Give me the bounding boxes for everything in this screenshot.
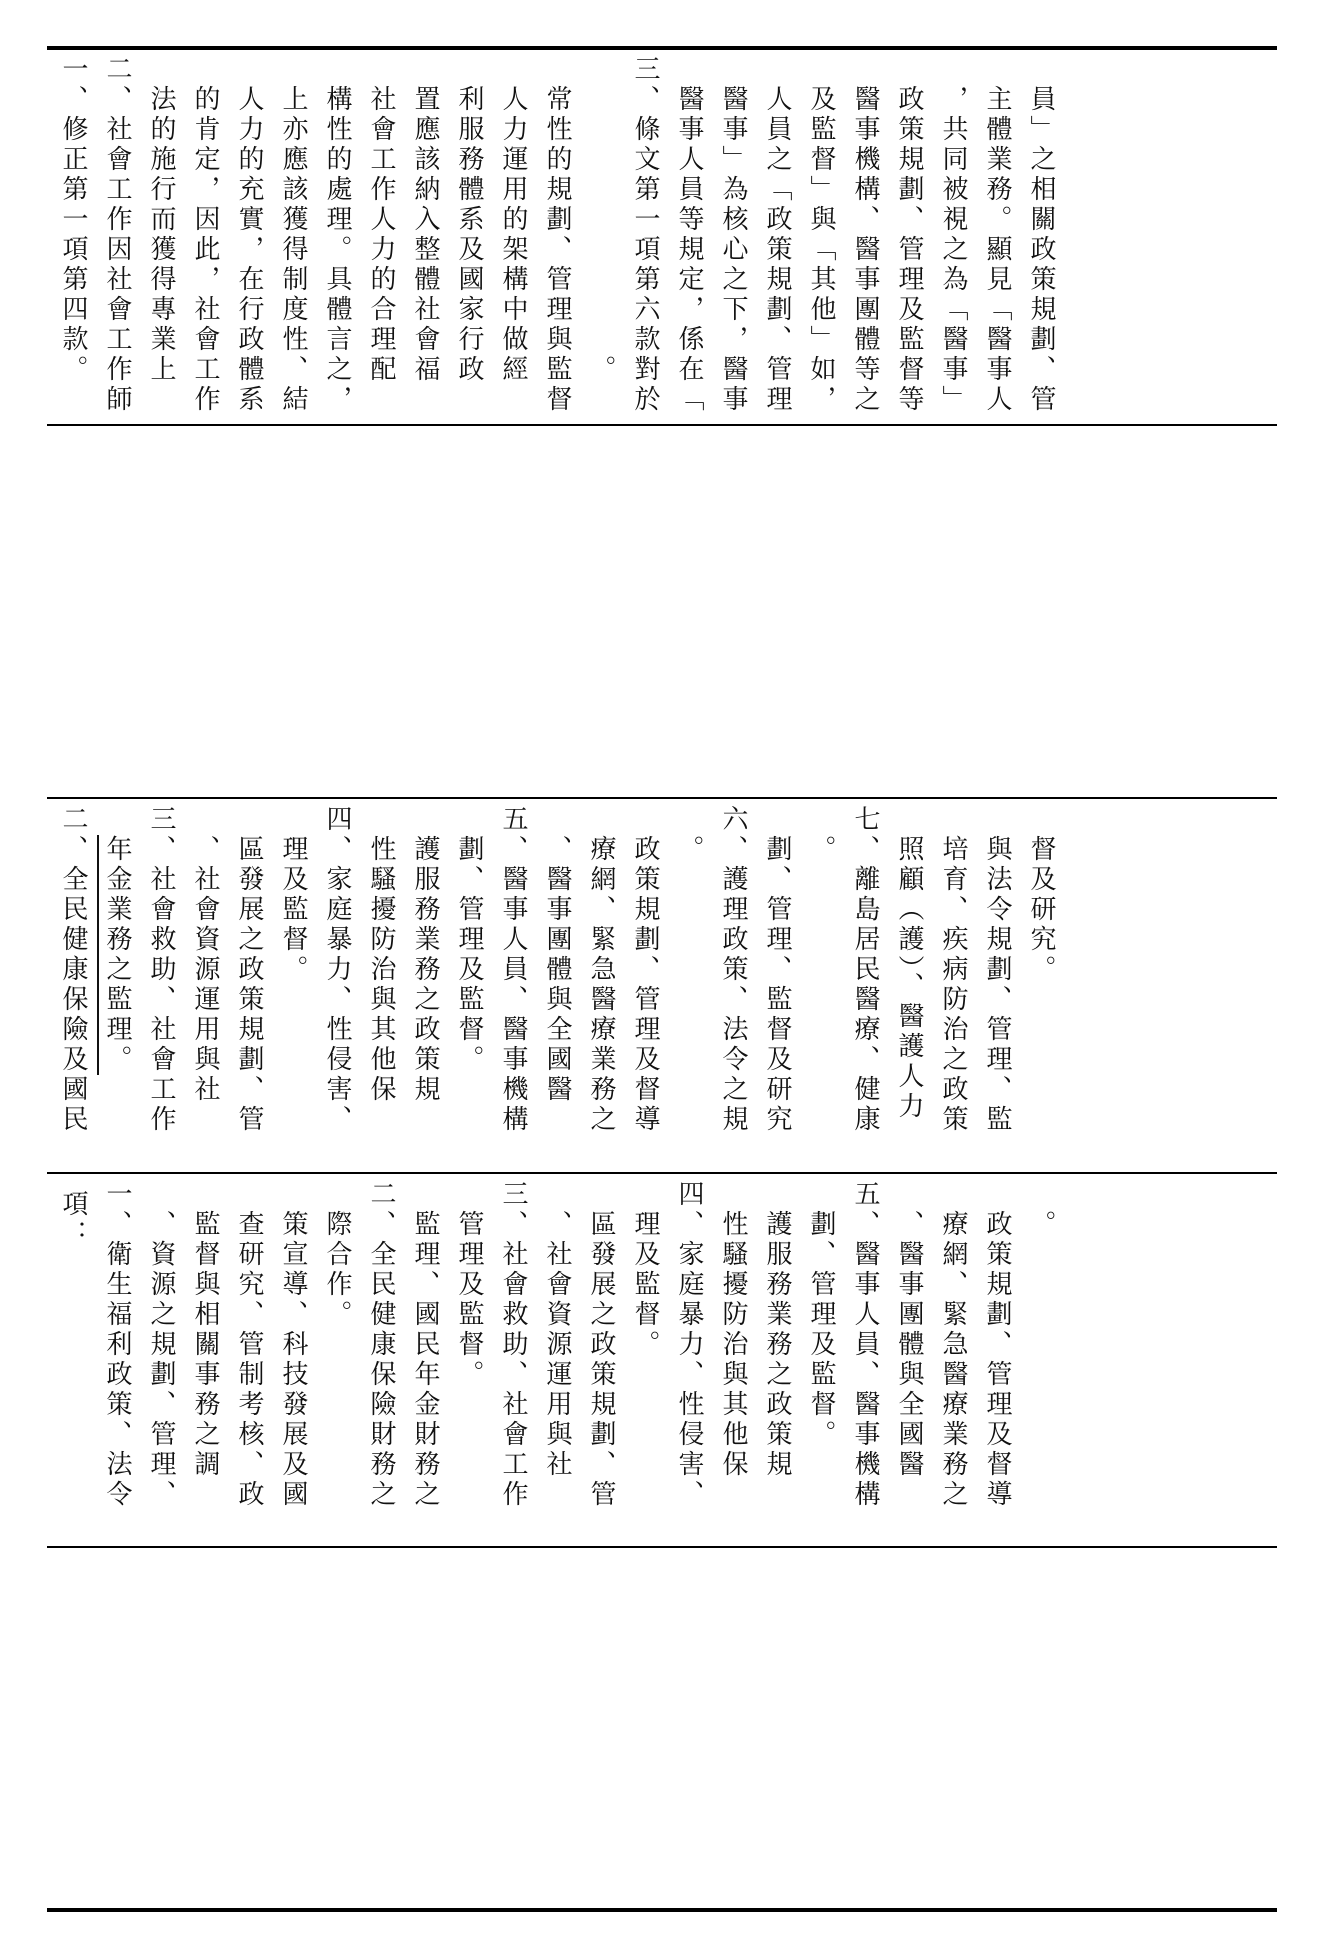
text-line: 二、全民健康保險及國民 (58, 805, 88, 1135)
text-line: 醫事」為核心之下，醫事 (718, 85, 748, 415)
text-line: 劃、管理及監督。 (454, 835, 484, 1075)
text-line: 、醫事團體與全國醫 (894, 1210, 924, 1480)
text-line: 四、家庭暴力、性侵害、 (322, 805, 352, 1135)
text-line: 照顧（護）、醫護人力 (894, 835, 924, 1122)
text-line: 、醫事團體與全國醫 (542, 835, 572, 1105)
text-line: 三、社會救助、社會工作 (146, 805, 176, 1135)
bottom-rule (47, 1908, 1277, 1912)
explanation-column (60, 55, 1270, 420)
text-line: 三、社會救助、社會工作 (498, 1180, 528, 1510)
text-line: 政策規劃、管理及監督等 (894, 85, 924, 415)
text-line: 上亦應該獲得制度性、結 (278, 85, 308, 415)
text-line: 策宣導、科技發展及國 (278, 1210, 308, 1510)
text-line: 性騷擾防治與其他保 (366, 835, 396, 1105)
text-line: 。 (586, 355, 616, 385)
text-line: 際合作。 (322, 1210, 352, 1330)
text-line: 醫事機構、醫事團體等之 (850, 85, 880, 415)
text-line: 督及研究。 (1026, 835, 1056, 985)
text-line: 人力的充實，在行政體系 (234, 85, 264, 415)
text-line: 劃、管理、監督及研究 (762, 835, 792, 1135)
text-line: 置應該納入整體社會福 (410, 85, 440, 385)
divider-rule-1 (47, 424, 1277, 426)
text-line: 。 (1026, 1210, 1056, 1240)
text-line: 與法令規劃、管理、監 (982, 835, 1012, 1135)
text-line: 法的施行而獲得專業上 (146, 85, 176, 385)
amended-provision-column (60, 1180, 1270, 1540)
text-line: 療網、緊急醫療業務之 (586, 835, 616, 1135)
text-line: 、社會資源運用與社 (190, 835, 220, 1105)
text-line: 區發展之政策規劃、管 (586, 1210, 616, 1510)
text-line: 人員之「政策規劃、管理 (762, 85, 792, 415)
text-line: 常性的規劃、管理與監督 (542, 85, 572, 415)
text-line: 、社會資源運用與社 (542, 1210, 572, 1480)
text-line: 二、社會工作因社會工作師 (102, 55, 132, 415)
text-line: 五、醫事人員、醫事機構 (850, 1180, 880, 1510)
divider-rule-3 (47, 1172, 1277, 1174)
text-line: 醫事人員等規定，係在「 (674, 85, 704, 415)
text-line: 理及監督。 (630, 1210, 660, 1360)
top-rule (47, 46, 1277, 50)
text-line: 政策規劃、管理及督導 (630, 835, 660, 1135)
text-line: 監理、國民年金財務之 (410, 1210, 440, 1510)
text-line: 構性的處理。具體言之， (322, 85, 352, 415)
text-line: 療網、緊急醫療業務之 (938, 1210, 968, 1510)
text-line: 七、離島居民醫療、健康 (850, 805, 880, 1135)
text-line: 人力運用的架構中做經 (498, 85, 528, 385)
text-line: 監督與相關事務之調 (190, 1210, 220, 1480)
text-line: 查研究、管制考核、政 (234, 1210, 264, 1510)
text-line: 性騷擾防治與其他保 (718, 1210, 748, 1480)
text-line: 培育、疾病防治之政策 (938, 835, 968, 1135)
current-provision-column (60, 805, 1270, 1165)
text-line: 護服務業務之政策規 (410, 835, 440, 1105)
text-line: 主體業務。顯見「醫事人 (982, 85, 1012, 415)
text-line: 。 (806, 835, 836, 865)
text-line: 。 (674, 835, 704, 865)
text-line: 社會工作人力的合理配 (366, 85, 396, 385)
divider-rule-4 (47, 1546, 1277, 1548)
text-line: 、資源之規劃、管理、 (146, 1210, 176, 1510)
text-line: 理及監督。 (278, 835, 308, 985)
text-line: 劃、管理及監督。 (806, 1210, 836, 1450)
text-line: 利服務體系及國家行政 (454, 85, 484, 385)
text-line: 護服務業務之政策規 (762, 1210, 792, 1480)
text-line: 五、醫事人員、醫事機構 (498, 805, 528, 1135)
text-line: 一、衛生福利政策、法令 (102, 1180, 132, 1510)
text-line: 項： (58, 1190, 88, 1250)
text-line: 管理及監督。 (454, 1210, 484, 1390)
text-line: 六、護理政策、法令之規 (718, 805, 748, 1135)
text-line: 一、修正第一項第四款。 (58, 55, 88, 385)
text-line: ，共同被視之為「醫事」 (938, 85, 968, 415)
text-line: 二、全民健康保險財務之 (366, 1180, 396, 1510)
text-line: 四、家庭暴力、性侵害、 (674, 1180, 704, 1510)
text-line: 及監督」與「其他」如， (806, 85, 836, 415)
text-line: 員」之相關政策規劃、管 (1026, 85, 1056, 415)
text-line: 區發展之政策規劃、管 (234, 835, 264, 1135)
text-line: 年金業務之監理。 (102, 835, 132, 1075)
text-line: 三、條文第一項第六款對於 (630, 55, 660, 415)
divider-rule-2 (47, 797, 1277, 799)
text-line: 的肯定，因此，社會工作 (190, 85, 220, 415)
text-line: 政策規劃、管理及督導 (982, 1210, 1012, 1510)
